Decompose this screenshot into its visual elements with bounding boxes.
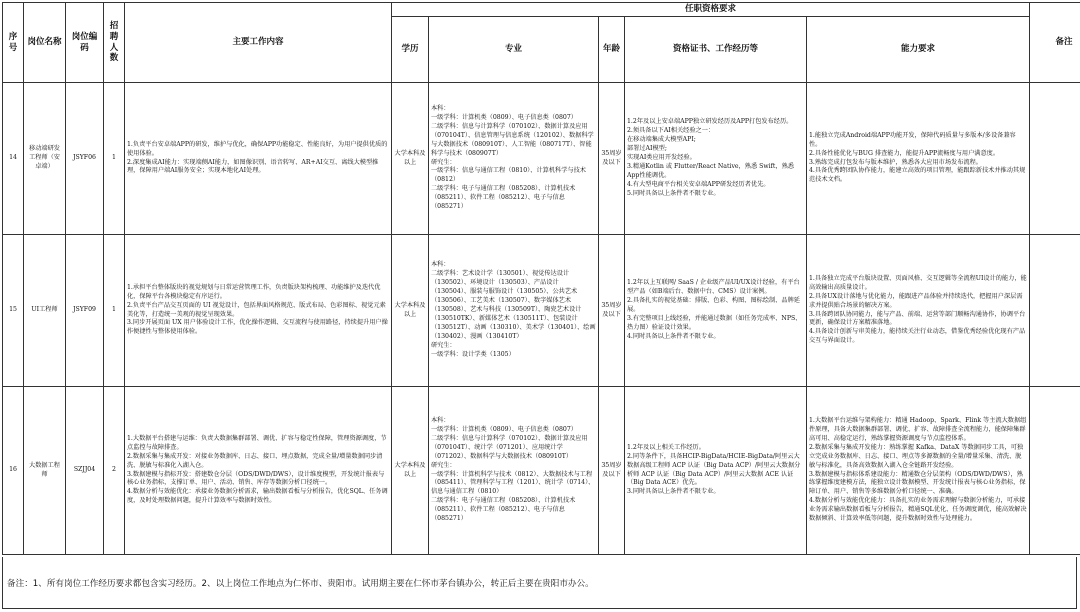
row-position-code: SZJJ04 <box>66 387 104 555</box>
work-line: 2.负责平台产品交互页面的 UI 视觉设计，包括界面风格规范、版式布局、色彩图标、视觉元素美化等，打造统一美观的视觉呈现效果。 <box>127 301 386 318</box>
major-line: 研究生： <box>431 341 456 349</box>
table-row <box>3 235 1080 387</box>
work-line: 1.大数据平台搭建与运维：负责大数据集群部署、调优、扩容与稳定性保障，管理资源调度，节点监控与故障排查。 <box>127 434 387 451</box>
row-certificates <box>625 83 807 235</box>
major-line: 一级学科：计算机类（0809）、电子信息类（0807） <box>431 113 577 121</box>
work-line: 2.数据采集与集成开发：对接业务数据库、日志、接口、埋点数据，完成全量/增量数据同步清洗、脱敏与标准化入湖入仓。 <box>127 452 383 469</box>
row-main-work <box>125 387 392 555</box>
row-abilities <box>807 83 1030 235</box>
cert-line: 4.同时具备以上条件者不限专业。 <box>627 332 720 340</box>
cert-line: 5.同时具备以上条件者不限专业。 <box>627 189 720 197</box>
cert-line: 2.须具备以下AI相关经验之一： <box>627 127 715 135</box>
row-education: 大学本科及以上 <box>392 235 429 387</box>
cert-line: 1.2年及以上相关工作经历。 <box>627 443 705 451</box>
row-certificates <box>625 387 807 555</box>
row-major <box>429 235 599 387</box>
row-seq: 16 <box>3 387 24 555</box>
cert-line: 2.同等条件下，具备HCIP-BigData/HCIE-BigData/阿里云大数据高级工程师 ACP 认证（Big Data ACP）/阿里云大数据分析师 ACP 认证（Big Data ACP）/阿里云大数据 ACE 认证（Big Data ACE）优先。 <box>627 452 801 487</box>
row-remarks <box>1030 235 1080 387</box>
row-major <box>429 387 599 555</box>
major-line: 二级学科：电子与通信工程（085208）、计算机技术（085211）、软件工程（085212）、电子与信息（085271） <box>431 185 576 211</box>
major-line: 研究生： <box>431 461 456 469</box>
work-line: 4.数据分析与效能优化：承接业务数据分析需求，输出数据看板与分析报告，优化SQL、任务调度，及时处理数据问题，提升计算效率与数据时效性。 <box>127 488 388 505</box>
header-seq: 序号 <box>3 3 24 83</box>
row-position-name: 移动端研发工程师（安卓端） <box>24 83 66 235</box>
header-position-code: 岗位编码 <box>66 3 104 83</box>
major-line: 本科： <box>431 261 450 269</box>
header-headcount: 招聘人数 <box>104 3 125 83</box>
row-abilities <box>807 235 1030 387</box>
cert-line: 1.2年及以上安卓端APP独立研发经历及APP打包发布经历。 <box>627 118 793 126</box>
work-line: 3.同步开展页面 UX 用户体验设计工作，优化操作逻辑、交互流程与使用路径，持续提升用户操作便捷性与整体使用体验。 <box>127 319 388 336</box>
ability-line: 4.数据分析与效能优化能力：具备扎实的业务需求理解与数据分析能力，可承接业务需求输出数据看板与分析报告，精通SQL优化、任务调度调优，能高效解决数据倾斜、计算效率低等问题，提升数据时效性与处理能力。 <box>809 497 1027 523</box>
row-education: 大学本科及以上 <box>392 387 429 555</box>
row-main-work <box>125 83 392 235</box>
row-certificates <box>625 235 807 387</box>
major-line: 二级学科：艺术设计学（130501）、视觉传达设计（130502）、环境设计（130503）、产品设计（130504）、服装与服饰设计（130505）、公共艺术（130506）、工艺美术（130507）、数字媒体艺术（130508）、艺术与科技（130509T）、陶瓷艺术设计（130510TK）、新媒体艺术（130511T）、包装设计（130512T）、动画（130310）、美术学（130401）、绘画（130402）、漫画（130410T） <box>431 270 596 340</box>
row-main-work <box>125 235 392 387</box>
major-line: 二级学科：电子与通信工程（085208）、计算机技术（085211）、软件工程（085212）、电子与信息（085271） <box>431 497 576 523</box>
major-line: 一级学科：设计学类（1305） <box>431 350 515 358</box>
row-headcount: 2 <box>104 387 125 555</box>
work-line: 2.深度集成AI能力：实现端侧AI能力，如图像识别、语音转写、AR+AI交互、离线大模型推理，保障用户端AI服务安全；实现本地化AI处理。 <box>127 158 379 175</box>
ability-line: 2.具备性能优化与BUG 排查能力，能提升APP流畅度与用户满意度。 <box>809 149 1000 157</box>
work-line: 1.负责平台安卓端APP的研发，维护与优化，确保APP功能稳定、性能良好，为用户提供优质的使用体验。 <box>127 140 388 157</box>
ability-line: 4.具备设计创新与审美能力，能持续关注行业动态，借鉴优秀经验优化现有产品交互与界面设计。 <box>809 328 1026 345</box>
header-remarks: 备注 <box>1030 3 1080 83</box>
ability-line: 2.具备UX设计落地与优化能力，能跟进产品体验并持续迭代，把握用户深层需求并提供贴合场景的解决方案。 <box>809 292 1023 309</box>
major-line: 二级学科：信息与计算科学（070102）、数据计算及应用（070104T）、信息管理与信息系统（120102）、数据科学与大数据技术（080910T）、人工智能（080717T）、智能科学与技术（080907T） <box>431 122 594 157</box>
ability-line: 3.具备跨团队协同能力，能与产品、前端、运营等部门顺畅沟通协作，协调平台更新，确保设计方案精准落地。 <box>809 310 1026 327</box>
row-age: 35周岁及以下 <box>599 235 625 387</box>
cert-line: 在移动端集成大模型API; <box>627 136 696 144</box>
cert-line: 4.有大型电商平台相关安卓端APP研发经历者优先。 <box>627 180 770 188</box>
row-seq: 15 <box>3 235 24 387</box>
major-line: 一级学科：信息与通信工程（0810）、计算机科学与技术（0812） <box>431 167 586 184</box>
row-remarks <box>1030 83 1080 235</box>
row-education: 大学本科及以上 <box>392 83 429 235</box>
header-age: 年龄 <box>599 17 625 83</box>
footnote-text: 备注：1、所有岗位工作经历要求都包含实习经历。2、以上岗位工作地点为仁怀市、贵阳市。试用期主要在仁怀市茅台镇办公，转正后主要在贵阳市办公。 <box>7 578 594 589</box>
header-position-name: 岗位名称 <box>24 3 66 83</box>
ability-line: 2.数据采集与集成开发能力：熟练掌握 Kafka、DataX 等数据同步工具，可独立完成业务数据库、日志、接口、埋点等多源数据的全量/增量采集、清洗、脱敏与标准化，具备高效数据入湖入仓全链路开发经验。 <box>809 443 1024 469</box>
row-major <box>429 83 599 235</box>
footnote <box>2 557 1077 609</box>
table-row <box>3 83 1080 235</box>
cert-line: 3.精通Kotlin 或 Flutter/React Native，熟悉 Swift，熟悉App性能调优。 <box>627 162 794 179</box>
header-major: 专业 <box>429 17 599 83</box>
cert-line: 部署过AI模型; <box>627 145 667 153</box>
header-abilities: 能力要求 <box>807 17 1030 83</box>
major-line: 一级学科：计算机科学与技术（0812）、大数据技术与工程（085411）、管理科学与工程（1201）、统计学（0714）、信息与通信工程（0810） <box>431 470 595 496</box>
row-seq: 14 <box>3 83 24 235</box>
cert-line: 3.同时具备以上条件者不限专业。 <box>627 488 720 496</box>
ability-line: 1.能独立完成Android端APP功能开发，保障代码质量与多版本/多设备兼容性。 <box>809 131 1016 148</box>
work-line: 1.承担平台整体版块的视觉规划与日常运营管理工作，负责版块架构梳理、功能维护及迭代优化，保障平台各模块稳定有序运行。 <box>127 283 381 300</box>
row-age: 35周岁及以下 <box>599 387 625 555</box>
ability-line: 1.大数据平台运维与架构能力：精通 Hadoop、Spark、Flink 等主流大数据组件原理，具备大数据集群部署、调优、扩容、故障排查全流程能力，能保障集群高可用、高稳定运行，熟练掌握资源调度与节点监控体系。 <box>809 416 1027 442</box>
recruitment-table <box>2 2 1080 555</box>
cert-line: 1.2年以上互联网/ SaaS / 企业级产品UI/UX设计经验，有平台型产品（如B端后台、数据中台、CMS）设计案例。 <box>627 279 800 296</box>
cert-line: 实现AI类应用开发经验。 <box>627 154 696 161</box>
row-position-name: UI工程师 <box>24 235 66 387</box>
row-headcount: 1 <box>104 235 125 387</box>
major-line: 一级学科：计算机类（0809）、电子信息类（0807） <box>431 425 577 433</box>
header-main-work: 主要工作内容 <box>125 3 392 83</box>
row-position-code: JSYF09 <box>66 235 104 387</box>
cert-line: 3.有完整项目上线经验，并能通过数据（如任务完成率、NPS、热力图）验证设计效果。 <box>627 314 802 331</box>
table-row <box>3 387 1080 555</box>
header-education: 学历 <box>392 17 429 83</box>
row-position-name: 大数据工程师 <box>24 387 66 555</box>
row-remarks <box>1030 387 1080 555</box>
row-age: 35周岁及以下 <box>599 83 625 235</box>
row-position-code: JSYF06 <box>66 83 104 235</box>
header-qualification-group: 任职资格要求 <box>392 3 1030 17</box>
ability-line: 1.具备独立完成平台版块设置、页面风格、交互逻辑等全流程UI设计的能力，能高效输出高质量设计。 <box>809 274 1027 291</box>
row-headcount: 1 <box>104 83 125 235</box>
ability-line: 4.具备优秀跨团队协作能力，能建立高效的项目管理，能跟踪新技术并推动其规范技术文档。 <box>809 167 1026 184</box>
row-abilities <box>807 387 1030 555</box>
ability-line: 3.数据建模与指标体系建设能力：精通数仓分层架构（ODS/DWD/DWS），熟练掌握维度建模方法，能独立设计数据模型、开发统计报表与核心业务指标，保障订单、用户、销售等多维数据分析口径统一、准确。 <box>809 470 1026 496</box>
major-line: 本科： <box>431 104 450 112</box>
header-certificates: 资格证书、工作经历等 <box>625 17 807 83</box>
cert-line: 2.具备扎实的视觉基础：排版、色彩、构图、图标绘制、品牌延展。 <box>627 297 800 313</box>
work-line: 3.数据建模与指标开发：搭建数仓分层（ODS/DWD/DWS），设计维度模型，开发统计报表与核心业务指标，支撑订单、用户、活动、销售、库存等数据分析口径统一。 <box>127 470 385 487</box>
major-line: 二级学科：信息与计算科学（070102）、数据计算及应用（070104T）、统计学（071201）、应用统计学（071202）、数据科学与大数据技术（080910T） <box>431 434 588 460</box>
ability-line: 3.熟练完成打包发布与版本维护，熟悉各大应用市场发布流程。 <box>809 158 982 166</box>
major-line: 本科： <box>431 416 450 424</box>
major-line: 研究生： <box>431 158 456 166</box>
